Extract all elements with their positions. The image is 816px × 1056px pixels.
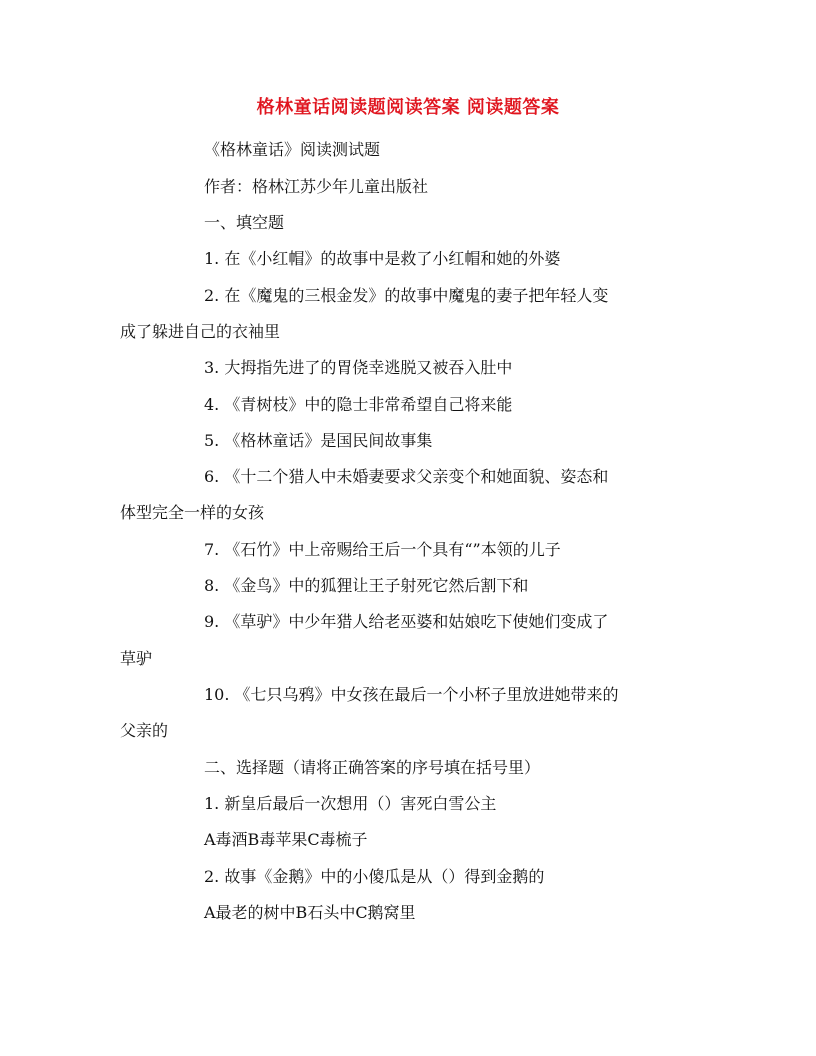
answer-options: A最老的树中B石头中C鹅窝里	[204, 903, 416, 922]
question-line: 5. 《格林童话》是国民间故事集	[204, 431, 433, 450]
question-line: 4. 《青树枝》中的隐士非常希望自己将来能	[204, 395, 513, 414]
subtitle: 《格林童话》阅读测试题	[204, 140, 381, 159]
question-line-cont: 草驴	[120, 649, 153, 668]
question-line: 1. 在《小红帽》的故事中是救了小红帽和她的外婆	[204, 249, 561, 268]
question-line: 7. 《石竹》中上帝赐给王后一个具有“”本领的儿子	[204, 540, 561, 559]
author-line: 作者：格林江苏少年儿童出版社	[204, 177, 429, 196]
question-line: 1. 新皇后最后一次想用（）害死白雪公主	[204, 794, 497, 813]
question-line-cont: 父亲的	[120, 721, 169, 740]
question-line-cont: 成了躲进自己的衣袖里	[120, 322, 281, 341]
answer-options: A毒酒B毒苹果C毒梳子	[204, 830, 368, 849]
question-line-cont: 体型完全一样的女孩	[120, 503, 265, 522]
question-line: 2. 故事《金鹅》中的小傻瓜是从（）得到金鹅的	[204, 867, 545, 886]
document-title: 格林童话阅读题阅读答案 阅读题答案	[256, 97, 560, 118]
section-heading-fill: 一、填空题	[204, 213, 285, 232]
question-line: 8. 《金鸟》中的狐狸让王子射死它然后割下和	[204, 576, 529, 595]
question-line: 3. 大拇指先进了的胃侥幸逃脱又被吞入肚中	[204, 358, 513, 377]
question-line: 9. 《草驴》中少年猎人给老巫婆和姑娘吃下使她们变成了	[204, 612, 609, 631]
question-line: 2. 在《魔鬼的三根金发》的故事中魔鬼的妻子把年轻人变	[204, 286, 609, 305]
section-heading-choice: 二、选择题（请将正确答案的序号填在括号里）	[204, 758, 541, 777]
question-line: 6. 《十二个猎人中未婚妻要求父亲变个和她面貌、姿态和	[204, 467, 609, 486]
question-line: 10. 《七只乌鸦》中女孩在最后一个小杯子里放进她带来的	[204, 685, 619, 704]
